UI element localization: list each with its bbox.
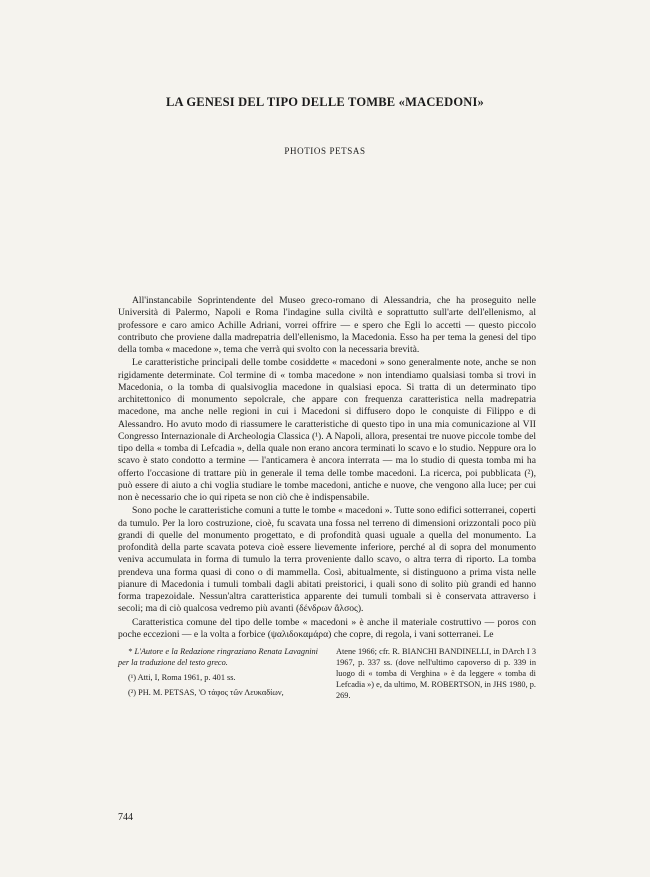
footnote-1: (¹) Atti, I, Roma 1961, p. 401 ss.: [128, 673, 236, 682]
footnotes: [118, 646, 536, 702]
article-body: [118, 295, 536, 642]
footnote-2: (²) PH. M. PETSAS, 'Ο τάφος τῶν Λευκαδίων,: [128, 688, 284, 697]
footnote-2-continued: Atene 1966; cfr. R. BIANCHI BANDINELLI, in DArch I 3 1967, p. 337 ss. (dove nell'ultimo capoverso di p. 339 in luogo di « tomba di Verghina » è da leggere « tomba di Lefcadia ») e, da ultimo, M. ROBERTSON, in JHS 1980, p. 269.: [336, 647, 536, 700]
body-paragraph: Sono poche le caratteristiche comuni a tutte le tombe « macedoni ». Tutte sono edifici sotterranei, coperti da tumulo. Per la loro costruzione, cioè, fu scavata una fossa nel terreno di dimensioni orizzontali poco più grandi di quelle del monumento progettato, e di profondità quasi uguale a quella del monumento. La profondità della parte scavata poteva cioè essere lievemente inferiore, perché al di sopra del monumento veniva accumulata in forma di tumulo la terra proveniente dallo scavo, o altra terra di riporto. La tomba prendeva una forma quasi di cono o di mammella. Così, abitualmente, si distinguono a prima vista nelle pianure di Macedonia i tumuli tombali dagli abitati preistorici, i quali sono di solito più grandi ed hanno forma trapezoidale. Nessun'altra caratteristica apparente dei tumuli tombali si è conservata attraverso i secoli; ma di ciò qualcosa vedremo più avanti (δένδρων ἄλσος).: [118, 505, 536, 615]
article-author: PHOTIOS PETSAS: [284, 146, 366, 156]
footnotes-left-column: [118, 646, 318, 702]
page-number: 744: [118, 812, 133, 823]
article-title: LA GENESI DEL TIPO DELLE TOMBE «MACEDONI»: [165, 95, 484, 109]
body-paragraph: Caratteristica comune del tipo delle tombe « macedoni » è anche il materiale costruttivo — poros con poche eccezioni — e la volta a forbice (ψαλιδοκαμάρα) che copre, di regola, i vani sotterranei. Le: [118, 616, 536, 640]
footnote-star: * L'Autore e la Redazione ringraziano Renata Lavagnini per la traduzione del testo greco.: [118, 647, 318, 667]
footnotes-right-column: [336, 646, 536, 702]
body-paragraph: Le caratteristiche principali delle tombe cosiddette « macedoni » sono generalmente note, anche se non rigidamente determinate. Col termine di « tomba macedone » non intendiamo qualsiasi tomba si trovi in Macedonia, o la tomba di qualsivoglia macedone in qualsiasi epoca. Si tratta di un determinato tipo architettonico di monumento sepolcrale, che appare con frequenza caratteristica nella madrepatria macedone, ma anche nelle regioni in cui i Macedoni si diffusero dopo le conquiste di Filippo e di Alessandro. Ho avuto modo di riassumere le caratteristiche di questo tipo in una mia comunicazione al VII Congresso Internazionale di Archeologia Classica (¹). A Napoli, allora, presentai tre nuove piccole tombe del tipo della « tomba di Lefcadia », della quale non erano ancora terminati lo scavo e lo studio. Neppure ora lo scavo è stato condotto a termine — l'anticamera è ancora interrata — ma lo studio di questa tomba mi ha offerto l'occasione di trattare più in generale il tema delle tombe macedoni. La ricerca, poi pubblicata (²), può essere di aiuto a chi voglia studiare le tombe macedoni, antiche e nuove, che vengono alla luce; per cui non è necessario che io qui ripeta se non ciò che è indispensabile.: [118, 357, 536, 503]
body-paragraph: All'instancabile Soprintendente del Museo greco-romano di Alessandria, che ha proseguito nelle Università di Palermo, Napoli e Roma l'indagine sulla civiltà e soprattutto sull'arte dell'ellenismo, al professore e caro amico Achille Adriani, vorrei offrire — e spero che Egli lo accetti — questo piccolo contributo che proviene dalla madrepatria dell'ellenismo, la Macedonia. Esso ha per tema la genesi del tipo della tomba « macedone », tema che verrà qui svolto con la necessaria brevità.: [118, 295, 536, 355]
